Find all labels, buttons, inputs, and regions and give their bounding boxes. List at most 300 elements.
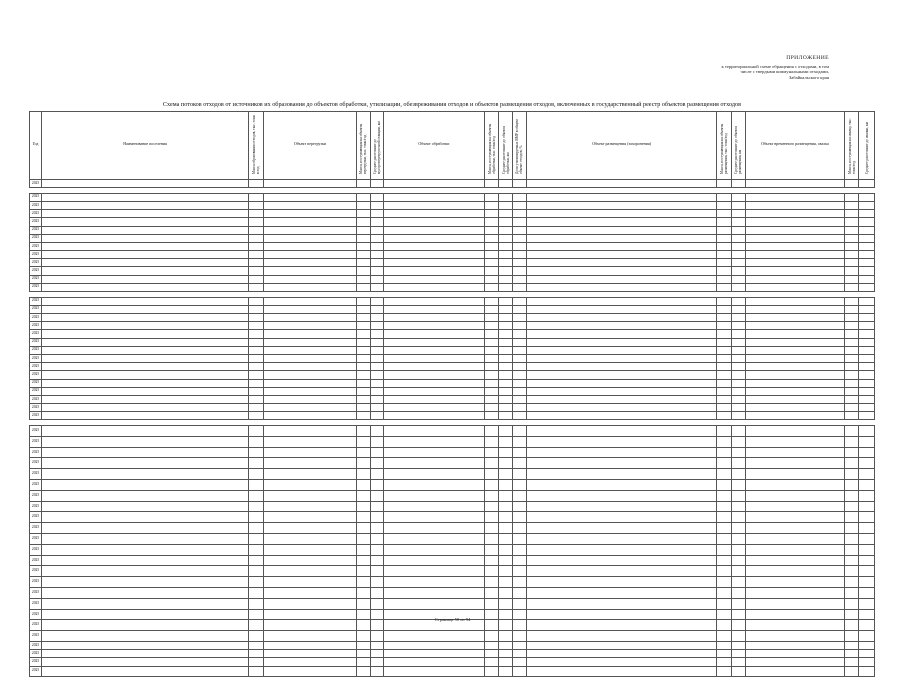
table-cell bbox=[717, 251, 731, 259]
table-cell bbox=[746, 338, 845, 346]
col-header-dist-to-temp: Среднее расстояние до свалки, км bbox=[859, 112, 875, 180]
table-cell: 2025 bbox=[30, 283, 42, 291]
table-cell bbox=[731, 512, 745, 523]
table-cell bbox=[527, 259, 717, 267]
table-cell bbox=[249, 447, 263, 458]
table-cell bbox=[42, 297, 249, 305]
table-cell bbox=[746, 201, 845, 209]
table-cell bbox=[859, 512, 875, 523]
table-cell bbox=[383, 259, 484, 267]
table-row bbox=[30, 267, 875, 275]
table-cell bbox=[859, 379, 875, 387]
table-cell bbox=[746, 436, 845, 447]
table-cell bbox=[383, 458, 484, 469]
table-cell bbox=[357, 201, 370, 209]
table-cell bbox=[357, 226, 370, 234]
table-cell bbox=[499, 267, 512, 275]
table-cell bbox=[527, 447, 717, 458]
table-cell bbox=[527, 480, 717, 491]
table-cell bbox=[527, 210, 717, 218]
table-cell bbox=[746, 297, 845, 305]
col-header-temp-object: Объект временного размещения, свалка bbox=[746, 112, 845, 180]
table-cell bbox=[499, 555, 512, 566]
table-cell: 2025 bbox=[30, 577, 42, 588]
table-cell bbox=[370, 180, 383, 188]
table-cell bbox=[527, 544, 717, 555]
table-cell: 2025 bbox=[30, 346, 42, 354]
table-cell bbox=[844, 658, 858, 666]
table-cell bbox=[357, 566, 370, 577]
table-cell bbox=[357, 193, 370, 201]
table-cell bbox=[370, 346, 383, 354]
table-cell bbox=[844, 297, 858, 305]
table-cell bbox=[357, 666, 370, 677]
table-cell: 2025 bbox=[30, 338, 42, 346]
table-cell bbox=[42, 641, 249, 649]
table-cell bbox=[357, 544, 370, 555]
table-cell bbox=[746, 267, 845, 275]
table-cell bbox=[383, 598, 484, 609]
table-cell bbox=[717, 544, 731, 555]
table-cell bbox=[370, 242, 383, 250]
table-cell bbox=[370, 641, 383, 649]
table-cell bbox=[357, 330, 370, 338]
table-cell bbox=[370, 363, 383, 371]
table-cell bbox=[383, 322, 484, 330]
table-row bbox=[30, 544, 875, 555]
table-cell bbox=[859, 598, 875, 609]
table-cell bbox=[383, 490, 484, 501]
table-cell bbox=[859, 330, 875, 338]
table-cell bbox=[731, 650, 745, 658]
table-cell bbox=[512, 371, 526, 379]
table-cell bbox=[357, 297, 370, 305]
table-cell bbox=[499, 387, 512, 395]
table-cell bbox=[357, 242, 370, 250]
col-header-share-recyclable: Доля утилизируемых ВМР в общем объеме отходов, % bbox=[512, 112, 526, 180]
table-cell bbox=[263, 346, 357, 354]
table-cell bbox=[370, 371, 383, 379]
table-cell bbox=[42, 404, 249, 412]
table-cell: 2025 bbox=[30, 387, 42, 395]
table-cell bbox=[859, 338, 875, 346]
table-cell bbox=[484, 555, 498, 566]
table-cell bbox=[249, 512, 263, 523]
table-cell bbox=[484, 234, 498, 242]
table-cell: 2025 bbox=[30, 251, 42, 259]
table-cell bbox=[512, 447, 526, 458]
table-cell bbox=[717, 577, 731, 588]
table-cell bbox=[717, 275, 731, 283]
table-cell bbox=[357, 641, 370, 649]
table-cell bbox=[357, 267, 370, 275]
table-cell bbox=[42, 566, 249, 577]
table-cell bbox=[249, 275, 263, 283]
table-cell bbox=[370, 210, 383, 218]
table-cell bbox=[717, 598, 731, 609]
table-cell bbox=[263, 251, 357, 259]
table-cell bbox=[527, 322, 717, 330]
table-cell: 2025 bbox=[30, 267, 42, 275]
table-cell bbox=[42, 314, 249, 322]
table-cell bbox=[512, 193, 526, 201]
table-cell bbox=[383, 354, 484, 362]
table-cell bbox=[746, 275, 845, 283]
table-cell bbox=[249, 480, 263, 491]
table-cell bbox=[746, 314, 845, 322]
table-cell bbox=[263, 587, 357, 598]
table-cell bbox=[383, 534, 484, 545]
table-cell bbox=[484, 666, 498, 677]
table-cell bbox=[249, 566, 263, 577]
table-cell bbox=[42, 210, 249, 218]
table-row bbox=[30, 666, 875, 677]
table-cell bbox=[263, 371, 357, 379]
table-cell bbox=[717, 180, 731, 188]
table-cell bbox=[859, 587, 875, 598]
table-row bbox=[30, 314, 875, 322]
table-cell bbox=[512, 314, 526, 322]
table-cell bbox=[370, 379, 383, 387]
table-cell bbox=[717, 512, 731, 523]
table-cell bbox=[844, 387, 858, 395]
table-cell bbox=[499, 226, 512, 234]
table-cell bbox=[731, 330, 745, 338]
table-cell bbox=[249, 251, 263, 259]
table-cell bbox=[499, 566, 512, 577]
table-cell bbox=[512, 544, 526, 555]
table-cell bbox=[370, 512, 383, 523]
table-cell bbox=[484, 193, 498, 201]
table-cell bbox=[859, 469, 875, 480]
table-cell bbox=[527, 330, 717, 338]
table-cell bbox=[512, 404, 526, 412]
table-cell bbox=[859, 577, 875, 588]
table-cell bbox=[484, 267, 498, 275]
table-cell bbox=[370, 566, 383, 577]
table-cell: 2025 bbox=[30, 447, 42, 458]
col-header-dist-to-disposal: Среднее расстояние до объекта размещения, км bbox=[731, 112, 745, 180]
table-cell bbox=[263, 387, 357, 395]
table-row bbox=[30, 512, 875, 523]
table-cell bbox=[844, 666, 858, 677]
table-cell bbox=[263, 193, 357, 201]
table-cell bbox=[484, 180, 498, 188]
table-row bbox=[30, 371, 875, 379]
table-cell bbox=[859, 447, 875, 458]
table-cell bbox=[499, 234, 512, 242]
table-cell bbox=[731, 412, 745, 420]
table-cell bbox=[263, 275, 357, 283]
table-cell bbox=[370, 501, 383, 512]
table-cell bbox=[383, 469, 484, 480]
table-cell bbox=[370, 490, 383, 501]
table-cell bbox=[370, 354, 383, 362]
table-cell bbox=[746, 283, 845, 291]
table-row bbox=[30, 201, 875, 209]
table-cell bbox=[42, 447, 249, 458]
table-cell bbox=[42, 251, 249, 259]
waste-flow-table bbox=[29, 111, 875, 677]
table-cell bbox=[484, 412, 498, 420]
table-cell bbox=[499, 305, 512, 313]
table-cell bbox=[844, 259, 858, 267]
table-cell bbox=[263, 544, 357, 555]
table-cell bbox=[746, 180, 845, 188]
table-cell bbox=[484, 598, 498, 609]
table-cell bbox=[249, 458, 263, 469]
table-cell: 2025 bbox=[30, 363, 42, 371]
table-cell bbox=[370, 234, 383, 242]
table-cell bbox=[859, 371, 875, 379]
table-cell bbox=[357, 322, 370, 330]
table-cell bbox=[484, 322, 498, 330]
table-cell bbox=[844, 322, 858, 330]
table-cell: 2025 bbox=[30, 242, 42, 250]
table-cell bbox=[731, 490, 745, 501]
table-row bbox=[30, 354, 875, 362]
table-cell bbox=[746, 555, 845, 566]
table-cell bbox=[263, 658, 357, 666]
table-cell bbox=[717, 218, 731, 226]
table-cell bbox=[527, 354, 717, 362]
table-cell bbox=[42, 658, 249, 666]
col-header-mass-formed: Масса образования отходов, тыс. тонн в год bbox=[249, 112, 263, 180]
table-cell bbox=[499, 180, 512, 188]
table-cell bbox=[383, 404, 484, 412]
table-cell bbox=[370, 201, 383, 209]
table-cell bbox=[512, 658, 526, 666]
table-cell bbox=[512, 512, 526, 523]
table-cell bbox=[42, 180, 249, 188]
table-cell: 2025 bbox=[30, 469, 42, 480]
table-cell bbox=[499, 259, 512, 267]
table-cell bbox=[746, 363, 845, 371]
table-cell bbox=[370, 544, 383, 555]
table-cell bbox=[527, 387, 717, 395]
table-cell bbox=[383, 447, 484, 458]
table-row bbox=[30, 363, 875, 371]
table-cell: 2025 bbox=[30, 666, 42, 677]
table-cell bbox=[731, 566, 745, 577]
table-cell bbox=[717, 242, 731, 250]
table-cell bbox=[263, 534, 357, 545]
table-cell bbox=[42, 436, 249, 447]
table-cell bbox=[844, 490, 858, 501]
table-cell bbox=[527, 251, 717, 259]
table-cell bbox=[383, 338, 484, 346]
table-cell bbox=[357, 387, 370, 395]
table-cell bbox=[844, 436, 858, 447]
table-cell bbox=[249, 490, 263, 501]
table-cell bbox=[263, 458, 357, 469]
table-cell bbox=[357, 577, 370, 588]
table-cell bbox=[859, 346, 875, 354]
table-cell: 2025 bbox=[30, 609, 42, 620]
table-cell bbox=[263, 226, 357, 234]
table-cell bbox=[527, 469, 717, 480]
table-cell bbox=[383, 297, 484, 305]
table-cell bbox=[731, 587, 745, 598]
table-cell bbox=[499, 534, 512, 545]
table-cell bbox=[484, 436, 498, 447]
table-cell bbox=[746, 490, 845, 501]
table-cell bbox=[527, 523, 717, 534]
table-cell bbox=[512, 469, 526, 480]
table-cell bbox=[499, 314, 512, 322]
table-cell bbox=[484, 387, 498, 395]
table-cell bbox=[717, 395, 731, 403]
table-cell bbox=[370, 226, 383, 234]
table-cell bbox=[249, 426, 263, 437]
table-cell bbox=[731, 314, 745, 322]
table-cell bbox=[370, 555, 383, 566]
table-cell bbox=[42, 218, 249, 226]
table-cell bbox=[263, 404, 357, 412]
table-row bbox=[30, 338, 875, 346]
table-cell bbox=[42, 501, 249, 512]
table-row bbox=[30, 523, 875, 534]
table-cell bbox=[370, 447, 383, 458]
table-cell bbox=[249, 577, 263, 588]
table-cell bbox=[512, 523, 526, 534]
table-cell bbox=[527, 458, 717, 469]
table-cell bbox=[512, 426, 526, 437]
table-cell bbox=[746, 658, 845, 666]
table-cell bbox=[383, 201, 484, 209]
table-cell bbox=[717, 297, 731, 305]
table-cell bbox=[527, 242, 717, 250]
table-cell bbox=[844, 226, 858, 234]
table-cell bbox=[249, 267, 263, 275]
table-cell bbox=[370, 395, 383, 403]
table-cell bbox=[383, 587, 484, 598]
table-cell bbox=[484, 226, 498, 234]
table-cell bbox=[42, 458, 249, 469]
table-cell bbox=[249, 371, 263, 379]
table-cell bbox=[527, 193, 717, 201]
table-cell bbox=[499, 201, 512, 209]
table-cell bbox=[370, 650, 383, 658]
table-row bbox=[30, 218, 875, 226]
appendix-title: ПРИЛОЖЕНИЕ bbox=[786, 55, 829, 61]
table-cell bbox=[527, 379, 717, 387]
table-cell: 2025 bbox=[30, 658, 42, 666]
table-cell bbox=[746, 305, 845, 313]
table-row bbox=[30, 650, 875, 658]
table-cell bbox=[717, 354, 731, 362]
table-cell bbox=[499, 338, 512, 346]
table-cell bbox=[357, 251, 370, 259]
table-cell bbox=[731, 363, 745, 371]
table-cell bbox=[499, 426, 512, 437]
table-cell bbox=[263, 436, 357, 447]
table-cell bbox=[357, 534, 370, 545]
table-cell bbox=[383, 226, 484, 234]
col-header-processing-object: Объект обработки bbox=[383, 112, 484, 180]
table-cell bbox=[844, 404, 858, 412]
table-cell: 2025 bbox=[30, 598, 42, 609]
table-cell bbox=[357, 259, 370, 267]
table-cell bbox=[512, 226, 526, 234]
table-cell bbox=[746, 577, 845, 588]
table-cell: 2025 bbox=[30, 641, 42, 649]
table-cell bbox=[859, 404, 875, 412]
table-cell bbox=[859, 387, 875, 395]
table-cell bbox=[357, 363, 370, 371]
table-cell bbox=[512, 666, 526, 677]
table-cell bbox=[499, 218, 512, 226]
table-cell bbox=[484, 501, 498, 512]
table-cell bbox=[499, 210, 512, 218]
appendix-line: числе с твердыми коммунальными отходами, bbox=[740, 69, 829, 75]
table-cell bbox=[263, 297, 357, 305]
table-cell bbox=[717, 436, 731, 447]
table-cell bbox=[357, 426, 370, 437]
table-cell bbox=[859, 267, 875, 275]
table-cell bbox=[263, 322, 357, 330]
table-cell bbox=[717, 480, 731, 491]
table-cell bbox=[249, 379, 263, 387]
table-cell bbox=[746, 354, 845, 362]
table-cell: 2025 bbox=[30, 218, 42, 226]
table-cell bbox=[527, 395, 717, 403]
table-cell bbox=[263, 379, 357, 387]
table-cell bbox=[844, 354, 858, 362]
table-row bbox=[30, 330, 875, 338]
table-row bbox=[30, 234, 875, 242]
appendix-line: к территориальной схеме обращения с отходами, в том bbox=[721, 63, 829, 69]
table-cell bbox=[746, 480, 845, 491]
table-cell bbox=[499, 577, 512, 588]
table-cell bbox=[512, 305, 526, 313]
table-cell bbox=[42, 226, 249, 234]
table-cell bbox=[263, 577, 357, 588]
table-cell bbox=[499, 512, 512, 523]
table-cell bbox=[263, 501, 357, 512]
table-cell bbox=[527, 338, 717, 346]
table-cell bbox=[484, 426, 498, 437]
table-cell bbox=[844, 426, 858, 437]
table-cell bbox=[859, 534, 875, 545]
table-row bbox=[30, 210, 875, 218]
table-cell bbox=[263, 566, 357, 577]
table-cell bbox=[527, 234, 717, 242]
table-cell bbox=[499, 242, 512, 250]
table-cell bbox=[263, 598, 357, 609]
table-cell bbox=[717, 458, 731, 469]
table-row bbox=[30, 322, 875, 330]
table-cell bbox=[42, 426, 249, 437]
table-cell bbox=[859, 275, 875, 283]
table-cell bbox=[512, 598, 526, 609]
table-row bbox=[30, 412, 875, 420]
table-cell bbox=[263, 650, 357, 658]
table-row bbox=[30, 658, 875, 666]
table-cell bbox=[42, 371, 249, 379]
table-cell bbox=[527, 226, 717, 234]
table-cell bbox=[512, 436, 526, 447]
table-cell bbox=[249, 534, 263, 545]
table-cell bbox=[370, 534, 383, 545]
table-cell bbox=[263, 555, 357, 566]
table-cell bbox=[249, 598, 263, 609]
table-cell bbox=[263, 314, 357, 322]
table-cell bbox=[731, 259, 745, 267]
table-cell bbox=[499, 193, 512, 201]
table-cell bbox=[499, 544, 512, 555]
table-cell bbox=[731, 480, 745, 491]
